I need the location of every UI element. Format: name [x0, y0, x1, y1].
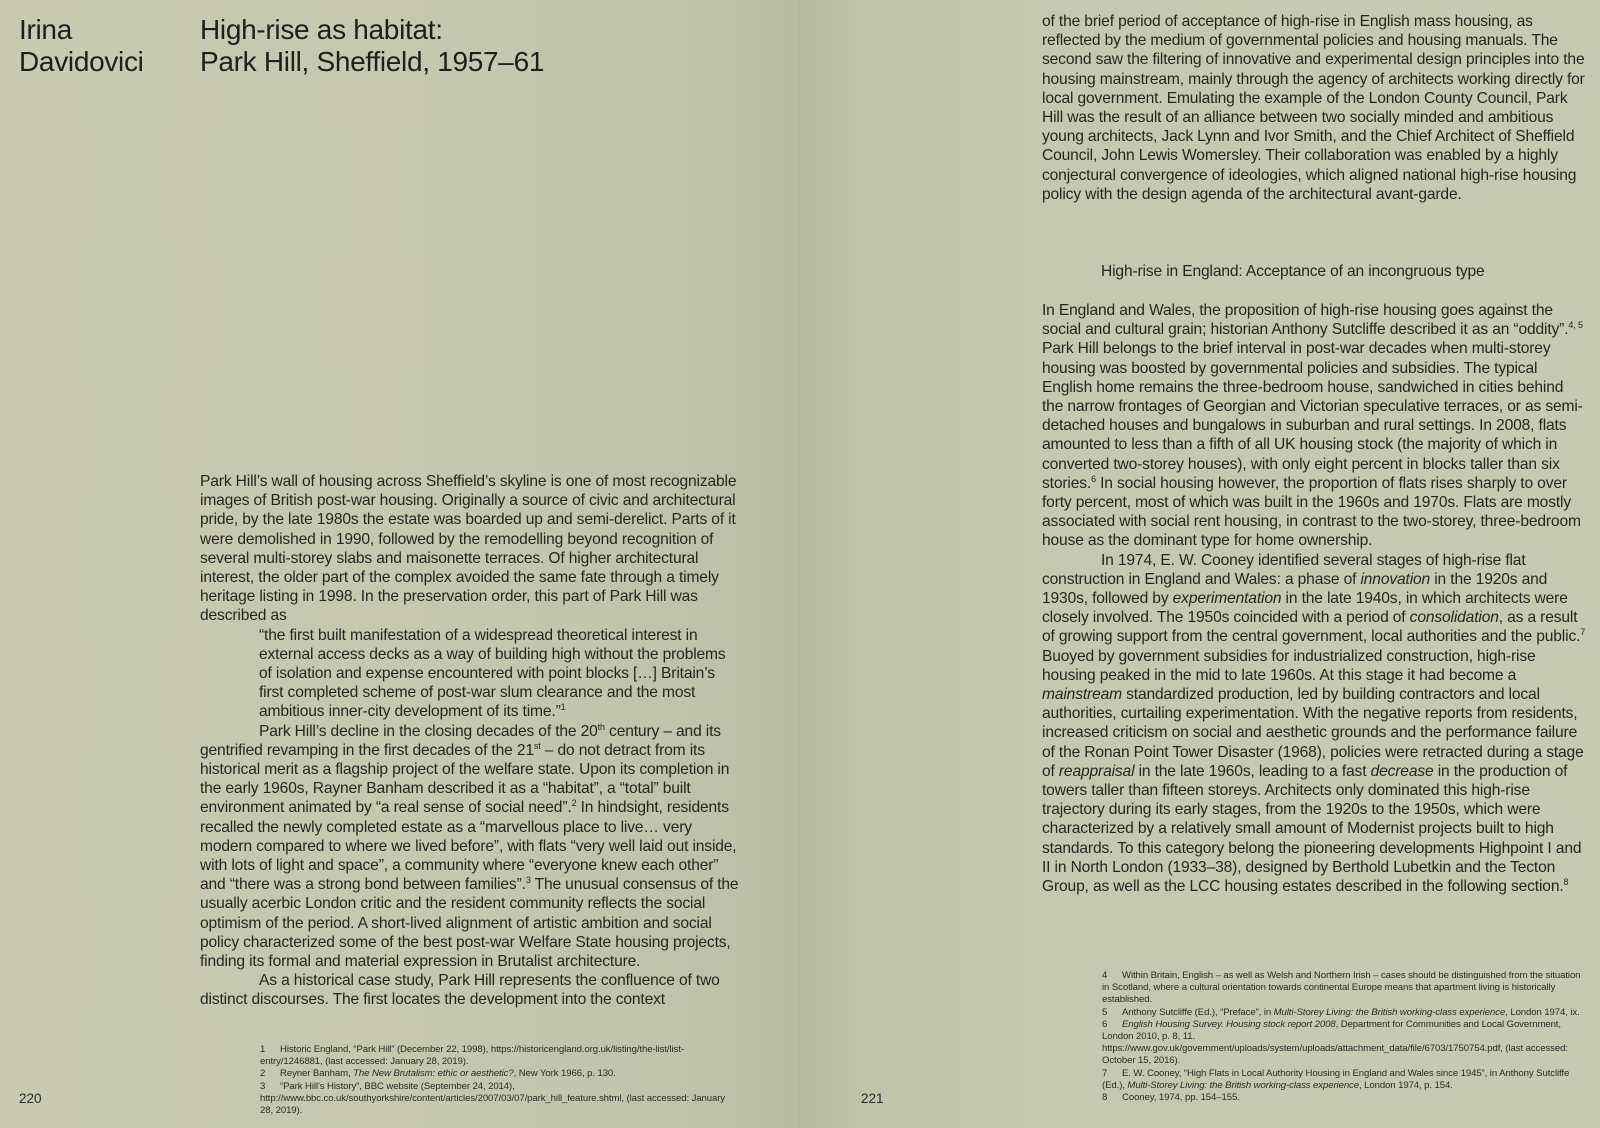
footnote-text: , Department for Communities and Local Government, London 2010, p. 8, 11. https://www.gov.uk/government/uploads/system/uploads/attachment_data/file/6703/1750754.pdf, (last accessed: October 15, 2016).	[1102, 1018, 1568, 1067]
emphasis: consolidation	[1409, 609, 1499, 627]
footnote-text: , London 1974, p. 154.	[1359, 1079, 1453, 1091]
section-heading: High-rise in England: Acceptance of an incongruous type	[1101, 263, 1485, 280]
footnote	[1102, 1007, 1582, 1019]
footnotes-left	[260, 1044, 730, 1117]
author-name	[19, 14, 144, 78]
footnote-text: Reyner Banham,	[280, 1068, 354, 1080]
footnote	[260, 1044, 730, 1068]
left-body-text	[200, 472, 740, 1010]
author-last-name: Davidovici	[19, 46, 144, 77]
paragraph: of the brief period of acceptance of high-rise in English mass housing, as reflected by the medium of governmental policies and housing manuals. The second saw the filtering of innovative and experimental design principles into the housing mainstream, mainly through the agency of architects working directly for local government. Emulating the example of the London County Council, Park Hill was the result of an alliance between two socially minded and ambitious young architects, Jack Lynn and Ivor Smith, and the Chief Architect of Sheffield Council, John Lewis Womersley. Their collaboration was enabled by a highly conjectural convergence of ideologies, which aligned national high-rise housing policy with the design agenda of the architectural avant-garde.	[1042, 13, 1585, 203]
footnote-text: Within Britain, English – as well as Welsh and Northern Irish – cases should be distinguished from the situation in Scotland, where a cultural orientation towards continental Europe means that apartment living is historically established.	[1102, 970, 1581, 1006]
emphasis: innovation	[1360, 570, 1431, 588]
footnote-number: 5	[1102, 1006, 1108, 1018]
text-run: , as a result of growing support from the central government, local authorities and the public.	[1042, 609, 1581, 646]
page-number-right: 221	[861, 1091, 884, 1106]
text-run: in the production of towers taller than fifteen storeys. Architects only dominated this high-rise trajectory during its early stages, from the 1920s to the 1950s, which were characterized by a relatively small amount of Modernist projects built to high standards. To this category belong the pioneering developments Highpoint I and II in North London (1933–38), designed by Berthold Lubetkin and the Tecton Group, as well as the LCC housing estates described in the following section.	[1042, 762, 1582, 896]
text-run: The unusual consensus of the usually acerbic London critic and the resident community reflects the social optimism of the period. A short-lived alignment of artistic ambition and social policy characterized some of the best post-war Welfare State housing projects, finding its formal and material expression in Brutalist architecture.	[200, 876, 739, 971]
footnote-text: Anthony Sutcliffe (Ed.), “Preface”, in	[1122, 1006, 1274, 1018]
paragraph	[200, 722, 740, 972]
footnote-number: 3	[260, 1080, 266, 1092]
footnote-number: 7	[1102, 1067, 1108, 1079]
emphasis: reappraisal	[1058, 762, 1135, 780]
footnote-title: Multi-Storey Living: the British working-class experience	[1127, 1079, 1359, 1091]
text-run: In England and Wales, the proposition of high-rise housing goes against the social and cultural grain; historian Anthony Sutcliffe described it as an “oddity”.	[1042, 302, 1569, 339]
footnote	[1102, 1092, 1582, 1104]
footnote-text: , New York 1966, p. 130.	[513, 1068, 616, 1080]
footnote-ref[interactable]: 6	[1091, 473, 1096, 484]
paragraph	[1042, 551, 1587, 897]
footnote-text: “Park Hill’s History”, BBC website (September 24, 2014), http://www.bbc.co.uk/southyorkshire/content/articles/2007/03/07/park_hill_feature.shtml, (last accessed: January 28, 2019).	[260, 1080, 726, 1117]
footnote-ref[interactable]: 4, 5	[1568, 320, 1583, 331]
ordinal-sup: th	[597, 721, 605, 732]
footnote-number: 1	[260, 1044, 266, 1055]
footnote	[1102, 1019, 1582, 1068]
text-run: Park Hill belongs to the brief interval in post-war decades when multi-storey housing was boosted by governmental policies and subsidies. The typical English home remains the three-bedroom house, sandwiched in cities behind the narrow frontages of Georgian and Victorian speculative terraces, or as semi-detached houses and bungalows in suburban and rural settings. In 2008, flats amounted to less than a fifth of all UK housing stock (the majority of which in converted two-storey houses), with only eight percent in blocks taller than six stories.	[1042, 340, 1583, 492]
chapter-title-line1: High-rise as habitat:	[200, 14, 443, 45]
footnote-ref[interactable]: 1	[560, 702, 566, 713]
text-run: in the late 1960s, leading to a fast	[1134, 762, 1371, 780]
text-run: standardized production, led by building contractors and local authorities, curtailing experimentation. With the negative reports from residents, increased criticism on social and aesthetic grounds and the performance failure of the Ronan Point Tower Disaster (1968), policies were retracted during a stage of	[1042, 686, 1584, 780]
text-run: in the 1920s and 1930s, followed by	[1042, 570, 1548, 608]
footnote-number: 2	[260, 1068, 266, 1080]
chapter-title	[200, 14, 544, 78]
footnote-title: English Housing Survey. Housing stock report 2008	[1122, 1018, 1336, 1030]
author-first-name: Irina	[19, 14, 72, 45]
paragraph: Park Hill’s wall of housing across Sheffield’s skyline is one of most recognizable images of British post-war housing. Originally a source of civic and architectural pride, by the late 1980s the estate was boarded up and semi-derelict. Parts of it were demolished in 1990, followed by the remodelling beyond recognition of several multi-storey slabs and maisonette terraces. Of higher architectural interest, the older part of the complex avoided the same fate through a timely heritage listing in 1998. In the preservation order, this part of Park Hill was described as	[200, 473, 737, 625]
ordinal-sup: st	[533, 740, 541, 751]
footnote-number: 6	[1102, 1018, 1108, 1030]
page-right	[800, 0, 1600, 1128]
footnote	[260, 1081, 730, 1118]
paragraph: As a historical case study, Park Hill represents the confluence of two distinct discourses. The first locates the development into the context	[200, 972, 720, 1009]
quote-text: “the first built manifestation of a widespread theoretical interest in external access decks as a way of building high without the problems of isolation and expense encountered with point blocks […] Britain’s first completed scheme of post-war slum clearance and the most ambitious inner-city development of its time.”	[259, 626, 726, 721]
footnote-text: Cooney, 1974, pp. 154–155.	[1122, 1092, 1240, 1104]
page-number-left: 220	[19, 1091, 42, 1106]
footnote	[1102, 1068, 1582, 1092]
emphasis: experimentation	[1172, 590, 1282, 608]
right-body-text	[1042, 301, 1587, 896]
text-run: in the late 1940s, in which architects were closely involved. The 1950s coincided with a period of	[1042, 590, 1568, 627]
block-quote	[200, 626, 740, 722]
footnote-ref[interactable]: 2	[571, 798, 577, 809]
text-run: In 1974, E. W. Cooney identified several stages of high-rise flat construction in England and Wales: a phase of	[1042, 551, 1526, 588]
text-run: Park Hill’s decline in the closing decades of the 20	[259, 722, 598, 740]
emphasis: mainstream	[1042, 686, 1122, 704]
footnote-number: 4	[1102, 970, 1108, 981]
text-run: Buoyed by government subsidies for industrialized construction, high-rise housing peaked in the mid to late 1960s. At this stage it had become a	[1042, 647, 1536, 684]
chapter-title-line2: Park Hill, Sheffield, 1957–61	[200, 46, 545, 77]
footnote-text: Historic England, “Park Hill” (December 22, 1998), https://historicengland.org.uk/listing/the-list/list-entry/1246881, (last accessed: January 28, 2019).	[260, 1044, 684, 1068]
footnote-number: 8	[1102, 1092, 1108, 1104]
text-run: – do not detract from its historical merit as a flagship project of the welfare state. Upon its completion in the early 1960s, Rayner Banham described it as a “habitat”, a “total” built environment animated by “a real sense of social need”.	[200, 741, 730, 817]
footnote-title: Multi-Storey Living: the British working-class experience	[1273, 1006, 1506, 1018]
footnote-ref[interactable]: 3	[525, 875, 531, 886]
text-run: In social housing however, the proportion of flats rises sharply to over forty percent, most of which was built in the 1960s and 1970s. Flats are mostly associated with social rent housing, in contrast to the two-storey, three-bedroom house as the dominant type for home ownership.	[1042, 474, 1581, 550]
footnote-ref[interactable]: 8	[1563, 877, 1569, 888]
emphasis: decrease	[1370, 762, 1434, 780]
footnote	[1102, 970, 1582, 1007]
footnotes-right	[1102, 970, 1582, 1104]
footnote-title: The New Brutalism: ethic or aesthetic?	[353, 1068, 514, 1080]
footnote	[260, 1068, 730, 1080]
text-run: In hindsight, residents recalled the newly completed estate as a “marvellous place to live… very modern compared to where we lived before”, with flats “very well laid out inside, with lots of light and space”, a community where “everyone knew each other” and “there was a strong bond between families”.	[200, 799, 737, 894]
text-run: century – and its gentrified revamping in the first decades of the 21	[200, 722, 721, 759]
right-continuation-text	[1042, 12, 1587, 204]
footnote-ref[interactable]: 7	[1580, 627, 1586, 638]
footnote-text: E. W. Cooney, “High Flats in Local Authority Housing in England and Wales since 1945”, in Anthony Sutcliffe (Ed.),	[1102, 1067, 1570, 1091]
footnote-text: , London 1974, ix.	[1505, 1006, 1580, 1018]
paragraph	[1042, 301, 1587, 551]
